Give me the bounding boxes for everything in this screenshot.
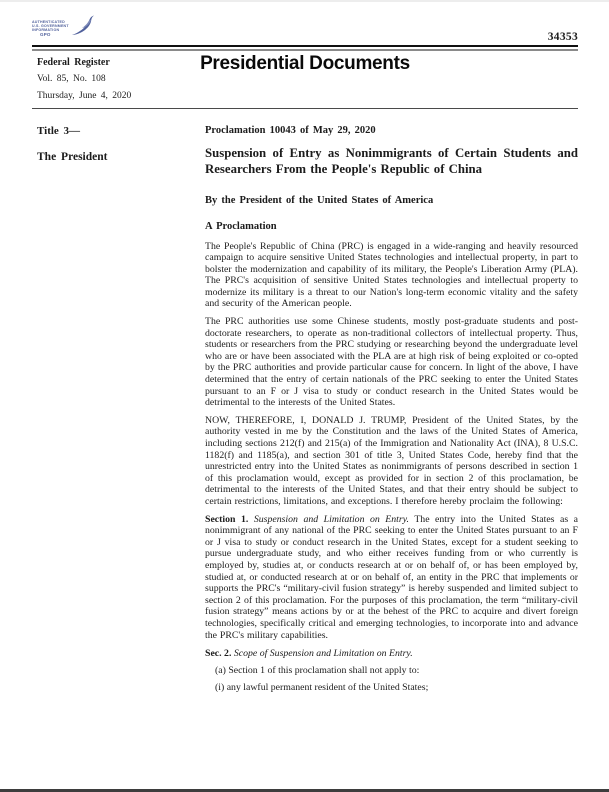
gpo-seal-gpo-label: GPO bbox=[40, 31, 51, 37]
section-2-item-i: (i) any lawful permanent resident of the United States; bbox=[215, 682, 429, 694]
masthead-publication: Federal Register bbox=[37, 56, 110, 68]
gpo-eagle-swoosh-icon bbox=[70, 14, 96, 45]
gpo-seal-line2: U.S. GOVERNMENT bbox=[32, 24, 69, 29]
gpo-seal-line1: AUTHENTICATED bbox=[32, 20, 65, 24]
paragraph-3: NOW, THEREFORE, I, DONALD J. TRUMP, President of the United States, by the authority vested in me by the Constitution and the laws of the United States of America, including sections 212(f) and 215(a) of the Immigration and Nationality Act (INA), 8 U.S.C. 1182(f) and 1185(a), and section 301 of title 3, United States Code, hereby find that the unrestricted entry into the United States as nonimmigrants of persons described in section 1 of this proclamation would, except as provided for in section 2 of this proclamation, be detrimental to the interests of the United States, and that their entry should be subject to certain restrictions, limitations, and exceptions. I therefore hereby proclaim the following: bbox=[205, 414, 578, 507]
margin-column bbox=[32, 109, 205, 694]
paragraph-1: The People's Republic of China (PRC) is engaged in a wide-ranging and heavily resourced campaign to acquire sensitive United States technologies and intellectual property, in part to bolster the modernization and capability of its military, the People's Liberation Army (PLA). The PRC's acquisition of sensitive United States technologies and intellectual property to modernize its military is a threat to our Nation's long-term economic vitality and the safety and security of the American people. bbox=[205, 240, 578, 310]
section-heading: Presidential Documents bbox=[200, 52, 410, 74]
proclamation-subheading: A Proclamation bbox=[205, 220, 277, 232]
section-1-body: The entry into the United States as a nonimmigrant of any national of the PRC seeking to enter the United States pursuant to an F or J visa to study or conduct research in the United States, except for a student seeking to pursue undergraduate study, and who either receives funding from or who currently is employed by, studies at, or conducts research at or on behalf of, or has been employed by, studied at, or conducted research at or on behalf of, an entity in the PRC that implements or supports the PRC's “military-civil fusion strategy” is hereby suspended and limited subject to section 2 of this proclamation. For the purposes of this proclamation, the term “military-civil fusion strategy” means actions by or at the behest of the PRC to acquire and divert foreign technologies, specifically critical and emerging technologies, to incorporate into and advance the PRC's military capabilities. bbox=[205, 513, 579, 641]
section-2-heading: Scope of Suspension and Limitation on Entry. bbox=[233, 648, 413, 660]
page-header-row bbox=[32, 8, 578, 45]
margin-title: Title 3— bbox=[37, 124, 81, 137]
proclamation-title: Suspension of Entry as Nonimmigrants of Certain Students and Researchers From the People's Republic of China bbox=[205, 145, 578, 176]
masthead-volume: Vol. 85, No. 108 bbox=[37, 73, 106, 84]
gpo-authentication-seal bbox=[32, 14, 96, 45]
proclamation-number-line: Proclamation 10043 of May 29, 2020 bbox=[205, 124, 376, 136]
section-2-item-a: (a) Section 1 of this proclamation shall not apply to: bbox=[215, 665, 420, 677]
page-number: 34353 bbox=[547, 31, 578, 43]
paragraph-2: The PRC authorities use some Chinese students, mostly post-graduate students and post-doctorate researchers, to operate as non-traditional collectors of intellectual property. Thus, students or researchers from the PRC studying or researching beyond the undergraduate level who are or have been associated with the PLA are at high risk of being exploited or co-opted by the PRC authorities and provide particular cause for concern. In light of the above, I have determined that the entry of certain nationals of the PRC seeking to enter the United States pursuant to an F or J visa to study or conduct research in the United States would be detrimental to the interests of the United States. bbox=[205, 316, 578, 409]
masthead bbox=[32, 51, 578, 108]
section-1-paragraph bbox=[205, 514, 578, 642]
section-1-heading: Suspension and Limitation on Entry. bbox=[253, 513, 409, 525]
section-1-label: Section 1. bbox=[205, 513, 249, 525]
document-body bbox=[32, 109, 578, 694]
gpo-seal-text bbox=[32, 14, 69, 37]
margin-subtitle: The President bbox=[37, 150, 108, 163]
proclamation-column bbox=[205, 109, 578, 694]
gpo-seal-line3: INFORMATION bbox=[32, 28, 60, 33]
section-2-label: Sec. 2. bbox=[205, 648, 232, 660]
page-top-edge bbox=[0, 0, 609, 2]
section-2-heading-line bbox=[205, 648, 578, 660]
masthead-date: Thursday, June 4, 2020 bbox=[37, 90, 132, 101]
proclamation-byline: By the President of the United States of America bbox=[205, 194, 434, 206]
